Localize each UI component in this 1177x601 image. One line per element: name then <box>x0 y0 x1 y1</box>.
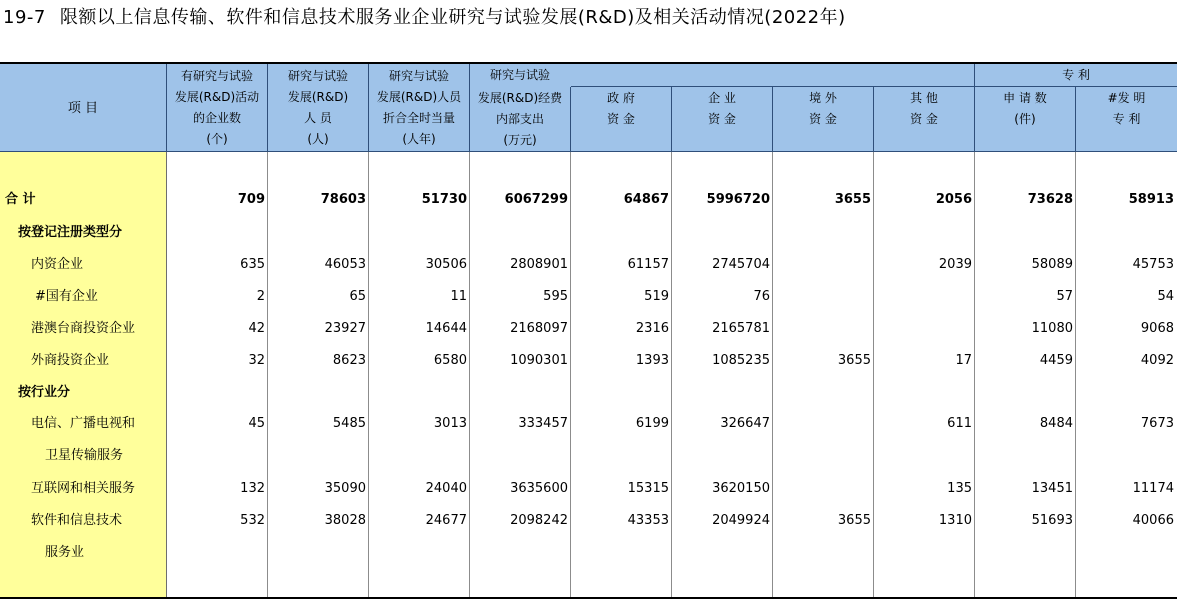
table-cell <box>1078 221 1174 245</box>
table-cell <box>876 221 972 245</box>
table-cell: 8623 <box>332 353 366 368</box>
table-cell <box>270 444 366 468</box>
table-cell: 3655 <box>837 353 871 368</box>
table-cell: 2049924 <box>712 513 770 528</box>
table-cell: 17 <box>955 353 972 368</box>
table-cell <box>977 541 1073 565</box>
table-cell <box>775 541 871 565</box>
table-cell: 46053 <box>324 257 366 272</box>
table-cell: 5996720 <box>706 192 770 207</box>
table-cell: 58089 <box>1031 257 1073 272</box>
table-title <box>3 4 846 32</box>
table-cell: 11174 <box>1132 481 1174 496</box>
table-cell: 4092 <box>1140 353 1174 368</box>
table-cell: 11080 <box>1031 321 1073 336</box>
table-cell <box>169 541 265 565</box>
table-cell: 2745704 <box>712 257 770 272</box>
table-cell: 519 <box>644 289 669 304</box>
table-cell: 1090301 <box>510 353 568 368</box>
table-cell: 14644 <box>425 321 467 336</box>
table-cell: 23927 <box>324 321 366 336</box>
table-cell: 45 <box>248 416 265 431</box>
table-cell: 65 <box>349 289 366 304</box>
table-cell: 15315 <box>627 481 669 496</box>
table-cell <box>573 381 669 405</box>
table-row <box>0 285 1177 309</box>
table-cell: 2 <box>256 289 265 304</box>
table-cell <box>371 541 467 565</box>
row-label: 服务业 <box>45 545 85 560</box>
table-cell: 3635600 <box>510 481 568 496</box>
header-personnel: 研究与试验 发展(R&D) 人 员 (人) <box>287 69 349 146</box>
table-cell: 57 <box>1056 289 1073 304</box>
table-cell: 2168097 <box>510 321 568 336</box>
table-cell: 40066 <box>1132 513 1174 528</box>
table-cell: 78603 <box>320 192 366 207</box>
table-cell <box>876 444 972 468</box>
table-cell: 2165781 <box>712 321 770 336</box>
table-cell: 333457 <box>518 416 568 431</box>
table-cell <box>573 541 669 565</box>
table-cell <box>775 285 871 309</box>
table-cell <box>1078 444 1174 468</box>
table-row <box>0 541 1177 565</box>
header-fte: 研究与试验 发展(R&D)人员 折合全时当量 (人年) <box>376 69 462 146</box>
table-cell <box>270 541 366 565</box>
table-cell: 2056 <box>935 192 972 207</box>
table-cell <box>573 221 669 245</box>
table-cell <box>270 221 366 245</box>
table-cell <box>977 221 1073 245</box>
table-cell: 8484 <box>1039 416 1073 431</box>
header-enterprise-funds: 企 业 资 金 <box>708 91 736 126</box>
table-cell: 532 <box>240 513 265 528</box>
table-cell: 76 <box>753 289 770 304</box>
table-cell <box>674 444 770 468</box>
table-cell: 45753 <box>1132 257 1174 272</box>
table-cell: 73628 <box>1027 192 1073 207</box>
table-cell: 611 <box>947 416 972 431</box>
table-cell <box>775 221 871 245</box>
table-cell <box>775 381 871 405</box>
table-cell: 1393 <box>635 353 669 368</box>
table-cell: 6580 <box>433 353 467 368</box>
table-cell: 13451 <box>1031 481 1073 496</box>
table-cell: 135 <box>947 481 972 496</box>
table-row <box>0 509 1177 533</box>
table-cell: 64867 <box>623 192 669 207</box>
table-cell: 42 <box>248 321 265 336</box>
table-cell: 1085235 <box>712 353 770 368</box>
table-cell <box>674 541 770 565</box>
table-row <box>0 477 1177 501</box>
table-row <box>0 221 1177 245</box>
table-cell <box>977 444 1073 468</box>
table-cell: 38028 <box>324 513 366 528</box>
table-cell <box>169 221 265 245</box>
table-row <box>0 188 1177 212</box>
table-cell <box>775 412 871 436</box>
row-label: 合 计 <box>5 192 36 207</box>
row-label: 卫星传输服务 <box>45 448 124 463</box>
table-row <box>0 349 1177 373</box>
table-cell <box>472 221 568 245</box>
table-cell: 2808901 <box>510 257 568 272</box>
table-cell <box>876 285 972 309</box>
row-label: 港澳台商投资企业 <box>31 321 136 336</box>
table-number: 19-7 <box>3 7 46 28</box>
table-cell: 3013 <box>433 416 467 431</box>
table-cell: 35090 <box>324 481 366 496</box>
header-patent-applications: 申 请 数 (件) <box>1003 91 1047 126</box>
header-expenditure: 发展(R&D)经费 内部支出 (万元) <box>477 91 563 147</box>
header-enterprises: 有研究与试验 发展(R&D)活动 的企业数 (个) <box>174 69 260 146</box>
table-cell: 32 <box>248 353 265 368</box>
table-cell <box>775 444 871 468</box>
table-cell: 4459 <box>1039 353 1073 368</box>
table-cell: 2039 <box>938 257 972 272</box>
table-cell: 43353 <box>627 513 669 528</box>
row-label: 内资企业 <box>31 257 84 272</box>
table-cell: 3620150 <box>712 481 770 496</box>
table-cell: 1310 <box>938 513 972 528</box>
table-row <box>0 253 1177 277</box>
table-cell: 5485 <box>332 416 366 431</box>
table-cell <box>674 381 770 405</box>
table-cell: 24040 <box>425 481 467 496</box>
table-row <box>0 412 1177 436</box>
table-cell <box>977 381 1073 405</box>
table-cell <box>1078 381 1174 405</box>
table-cell: 3655 <box>834 192 871 207</box>
table-cell <box>775 253 871 277</box>
header-item: 项 目 <box>67 100 99 116</box>
table-cell <box>169 444 265 468</box>
table-cell: 9068 <box>1140 321 1174 336</box>
table-cell: 2098242 <box>510 513 568 528</box>
table-cell <box>775 317 871 341</box>
table-cell: 595 <box>543 289 568 304</box>
table-cell <box>876 381 972 405</box>
table-cell <box>1078 541 1174 565</box>
row-label: 电信、广播电视和 <box>31 416 136 431</box>
table-cell: 326647 <box>720 416 770 431</box>
table-cell: 58913 <box>1128 192 1174 207</box>
table-cell: 30506 <box>425 257 467 272</box>
table-cell: 6199 <box>635 416 669 431</box>
table-cell: 635 <box>240 257 265 272</box>
table-cell <box>876 541 972 565</box>
table-cell <box>169 381 265 405</box>
header-invention-patents: #发 明 专 利 <box>1107 91 1146 126</box>
header-patents: 专 利 <box>1062 68 1090 82</box>
table-cell: 61157 <box>627 257 669 272</box>
table-cell <box>371 221 467 245</box>
table-cell: 11 <box>450 289 467 304</box>
table-cell <box>472 381 568 405</box>
table-cell <box>775 477 871 501</box>
table-cell <box>573 444 669 468</box>
table-cell <box>876 317 972 341</box>
table-cell: 3655 <box>837 513 871 528</box>
table-row <box>0 317 1177 341</box>
header-gov-funds: 政 府 资 金 <box>607 91 635 126</box>
table-cell: 24677 <box>425 513 467 528</box>
table-row <box>0 444 1177 468</box>
header-foreign-funds: 境 外 资 金 <box>809 91 837 126</box>
table-cell: 709 <box>237 192 265 207</box>
header-other-funds: 其 他 资 金 <box>910 91 938 126</box>
table-cell: 51693 <box>1031 513 1073 528</box>
table-row <box>0 381 1177 405</box>
row-label: #国有企业 <box>35 289 98 304</box>
table-title-text: 限额以上信息传输、软件和信息技术服务业企业研究与试验发展(R&D)及相关活动情况(2022年) <box>59 7 846 28</box>
table-cell: 54 <box>1157 289 1174 304</box>
table-cell <box>371 381 467 405</box>
header-expenditure-top: 研究与试验 <box>489 68 550 82</box>
row-label: 外商投资企业 <box>31 353 110 368</box>
row-label: 互联网和相关服务 <box>31 481 136 496</box>
table-cell <box>674 221 770 245</box>
table-cell: 51730 <box>421 192 467 207</box>
table-cell: 6067299 <box>504 192 568 207</box>
row-label: 软件和信息技术 <box>31 513 123 528</box>
table-cell <box>472 541 568 565</box>
table-cell: 132 <box>240 481 265 496</box>
row-label: 按登记注册类型分 <box>18 225 123 240</box>
table-cell <box>270 381 366 405</box>
table-cell <box>472 444 568 468</box>
table-cell <box>371 444 467 468</box>
row-label: 按行业分 <box>18 385 71 400</box>
table-cell: 7673 <box>1140 416 1174 431</box>
table-cell: 2316 <box>635 321 669 336</box>
bottom-rule <box>0 597 1177 599</box>
